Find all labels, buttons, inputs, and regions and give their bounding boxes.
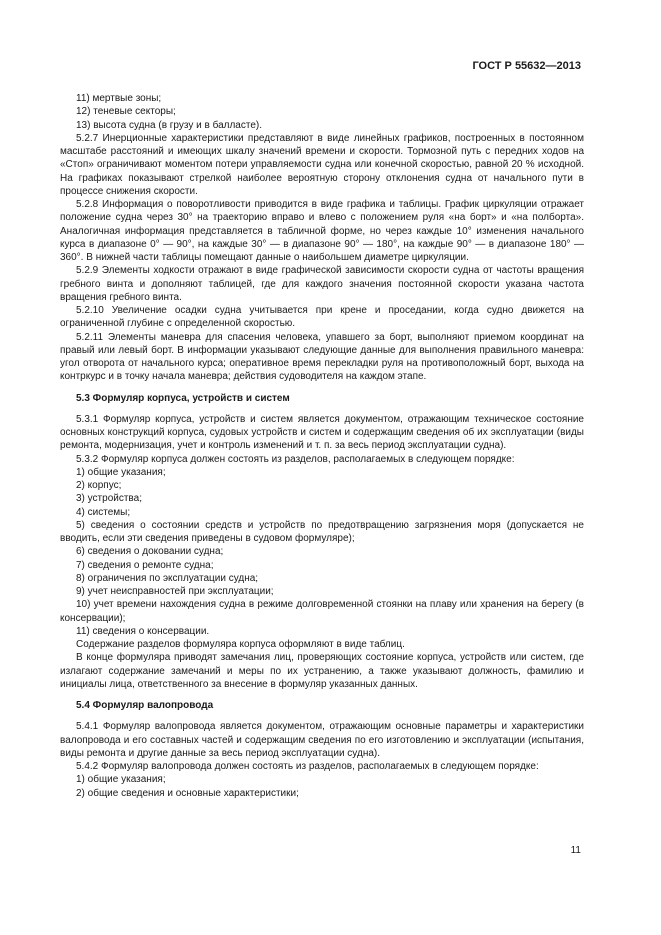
paragraph: 5.4.2 Формуляр валопровода должен состоять из разделов, располагаемых в следующем порядке:: [76, 761, 539, 772]
section-heading: 5.3 Формуляр корпуса, устройств и систем: [76, 392, 290, 404]
list-item: 13) высота судна (в грузу и в балласте).: [76, 119, 263, 131]
standard-number-header: ГОСТ Р 55632—2013: [472, 60, 581, 72]
list-item: 2) общие сведения и основные характеристики;: [76, 787, 299, 799]
list-item: 1) общие указания;: [76, 774, 166, 786]
paragraph: Содержание разделов формуляра корпуса оформляют в виде таблиц.: [76, 639, 405, 650]
section-heading: 5.4 Формуляр валопровода: [76, 700, 214, 711]
paragraph: 5.2.9 Элементы ходкости отражают в виде графической зависимости скорости судна от частоты вращения гребного винта и дополняют таблицей, где для каждого значения постоянной скорости указана частота вращения гребного винта.: [60, 265, 584, 303]
page-number: 11: [570, 845, 581, 856]
list-item: 6) сведения о доковании судна;: [76, 546, 224, 558]
paragraph: 10) учет времени нахождения судна в режиме долговременной стоянки на плаву или хранения на берегу (в консервации);: [60, 599, 584, 624]
list-item: 11) сведения о консервации.: [76, 625, 210, 637]
list-item: 9) учет неисправностей при эксплуатации;: [76, 586, 274, 597]
list-item: 7) сведения о ремонте судна;: [76, 559, 214, 571]
paragraph: 5.2.7 Инерционные характеристики представляют в виде линейных графиков, построенных в постоянном масштабе расстояний и имеющих шкалу значений времени и скорости. Тормозной путь с передних ходов на «Стоп» ограничивают моментом потери управляемости судна или конечной скоростью, равной 20 % исходной. На графиках показывают стрелкой наиболее вероятную сторону отклонения судна от начального пути в процессе снижения скорости.: [60, 132, 584, 197]
paragraph: 5.4.1 Формуляр валопровода является документом, отражающим основные параметры и характеристики валопровода и его составных частей и содержащим сведения по его изготовлению и эксплуатации (испытания, виды ремонта и другие данные за весь период эксплуатации судна).: [60, 721, 584, 759]
paragraph: В конце формуляра приводят замечания лиц, проверяющих состояние корпуса, устройств или систем, где излагают содержание замечаний и меры по их устранению, а также указывают должность, фамилию и инициалы лица, ответственного за внесение в формуляр указанных данных.: [60, 652, 584, 690]
paragraph: 5.2.11 Элементы маневра для спасения человека, упавшего за борт, выполняют приемом координат на правый или левый борт. В информации указывают следующие данные для выполнения правильного маневра: угол отворота от начального курса; оперативное время перекладки руля на противоположный борт, выхода на контркурс и в точку начала маневра; действия судоводителя на каждом этапе.: [60, 331, 584, 383]
paragraph: 5.3.2 Формуляр корпуса должен состоять из разделов, располагаемых в следующем порядке:: [76, 453, 515, 465]
list-item: 1) общие указания;: [76, 466, 166, 478]
list-item: 2) корпус;: [76, 480, 122, 491]
list-item: 8) ограничения по эксплуатации судна;: [76, 572, 259, 584]
paragraph: 5.3.1 Формуляр корпуса, устройств и систем является документом, отражающим техническое состояние основных конструкций корпуса, судовых устройств и систем и содержащим сведения об их эксплуатации (виды ремонта, модернизация, учет и контроль изменений и т. п. за весь период эксплуатации судна).: [60, 413, 584, 452]
paragraph: 5.2.8 Информация о поворотливости приводится в виде графика и таблицы. График циркуляции отражает положение судна через 30° на траекторию вправо и влево с положением руля «на борт» и «на полборта». Аналогичная информация представляется в табличной форме, но через каждые 10° изменения начального курса в диапазоне 0° — 90°, на каждые 30° — в диапазоне 90° — 180°, на каждые 90° — в диапазоне 180° — 360°. В нижней части таблицы помещают данные о наибольшем диаметре циркуляции.: [60, 199, 584, 263]
list-item: 4) системы;: [76, 506, 131, 518]
list-item: 11) мертвые зоны;: [76, 93, 162, 104]
paragraph: 5.2.10 Увеличение осадки судна учитывается при крене и проседании, когда судно движется на ограниченной глубине с определенной скоростью.: [60, 305, 584, 330]
list-item: 3) устройства;: [76, 493, 142, 505]
document-body: [60, 92, 584, 800]
paragraph: 5) сведения о состоянии средств и устройств по предотвращению загрязнения моря (допускается не вводить, если эти сведения приведены в судовом формуляре);: [60, 519, 584, 544]
list-item: 12) теневые секторы;: [76, 106, 176, 118]
